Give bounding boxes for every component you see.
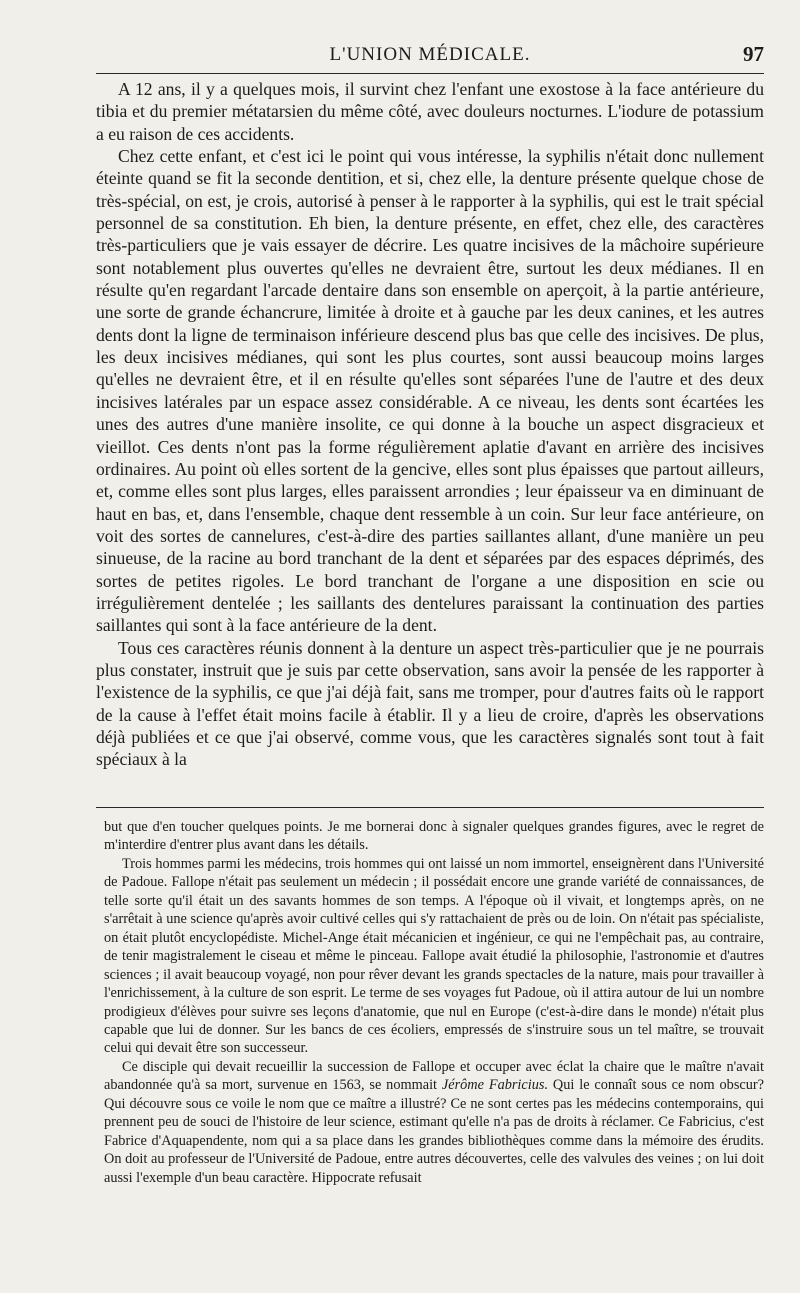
body-paragraph: Tous ces caractères réunis donnent à la denture un aspect très-particulier que je ne pourrais plus constater, instruit que je suis par cette observation, sans avoir la pensée de les rapporter à l'existence de la syphilis, ce que j'ai déjà fait, sans me tromper, pour d'autres faits où le rapport de la cause à l'effet était moins facile à établir. Il y a lieu de croire, d'après les observations déjà publiées et ce que j'ai observé, comme vous, que les caractères signalés sont tout à fait spéciaux à la — [96, 637, 764, 770]
footnote-paragraph: Trois hommes parmi les médecins, trois hommes qui ont laissé un nom immortel, enseignèrent dans l'Université de Padoue. Fallope n'était pas seulement un médecin ; il possédait encore une grande variété de connaissances, de telle sorte qu'il était un des savants hommes de son temps. A l'époque où il vivait, et longtemps après, on ne s'arrêtait à une science qu'après avoir cultivé celles qui s'y rattachaient de près ou de loin. On n'était pas spécialiste, on était plutôt encyclopédiste. Michel-Ange était mécanicien et ingénieur, ce qui ne l'empêchait pas, au contraire, de tenir magistralement le ciseau et même le pinceau. Fallope avait étudié la philosophie, l'astronomie et d'autres sciences ; il avait beaucoup voyagé, non pour rêver devant les grands spectacles de la nature, mais pour travailler à l'enrichissement, à la culture de son esprit. Le terme de ses voyages fut Padoue, où il attira autour de lui un nombre prodigieux d'élèves pour suivre ses leçons d'anatomie, que nul en Europe (c'est-à-dire dans le monde) n'était plus capable que lui de donner. Sur les bancs de ces écoliers, empressés de s'instruire sous un tel maître, se trouvait celui qui devait être son successeur. — [104, 855, 764, 1057]
running-head — [96, 42, 764, 66]
page-number: 97 — [743, 42, 764, 66]
footnote-separator — [96, 807, 764, 808]
main-text — [96, 78, 764, 771]
person-name: Jérôme Fabricius. — [441, 1077, 549, 1094]
footnote-text-run: Qui le connaît sous ce nom obscur? Qui découvre sous ce voile le nom que ce maître a illustré? Ce ne sont certes pas les médecins contemporains, qui prennent peu de souci de l'histoire de leur science, estimant qu'elle n'a pas de droits à réclamer. Ce Fabricius, c'est Fabrice d'Aquapendente, nom qui a sa place dans les grandes bibliothèques comme dans la mémoire des érudits. On doit au professeur de l'Université de Padoue, entre autres découvertes, celle des valvules des veines ; on lui doit aussi l'exemple d'un beau caractère. Hippocrate refusait — [104, 1077, 764, 1186]
running-title: L'UNION MÉDICALE. — [329, 44, 531, 65]
header-rule — [96, 73, 764, 74]
footnote — [104, 818, 764, 1187]
footnote-paragraph: but que d'en toucher quelques points. Je me bornerai donc à signaler quelques grandes figures, avec le regret de m'interdire d'entrer plus avant dans les détails. — [104, 819, 764, 854]
body-paragraph: Chez cette enfant, et c'est ici le point qui vous intéresse, la syphilis n'était donc nullement éteinte quand se fit la seconde dentition, et si, chez elle, la denture présente quelque chose de très-spécial, on est, je crois, autorisé à penser à le rapporter à la syphilis, qui est le trait spécial personnel de sa constitution. Eh bien, la denture présente, en effet, chez elle, des caractères très-particuliers que je vais essayer de décrire. Les quatre incisives de la mâchoire supérieure sont notablement plus ouvertes qu'elles ne devraient être, surtout les deux médianes. Il en résulte qu'en regardant l'arcade dentaire dans son ensemble on aperçoit, à la partie antérieure, une sorte de grande échancrure, limitée à droite et à gauche par les deux canines, et les autres dents dont la ligne de terminaison inférieure descend plus bas que celle des incisives. De plus, les deux incisives médianes, qui sont les plus courtes, sont aussi beaucoup moins larges qu'elles ne devraient être, et il en résulte qu'elles sont séparées l'une de l'autre et des deux incisives latérales par un espace assez considérable. A ce niveau, les dents sont écartées les unes des autres d'une manière insolite, ce qui donne à la bouche un aspect disgracieux et vieillot. Ces dents n'ont pas la forme régulièrement aplatie d'avant en arrière des incisives ordinaires. Au point où elles sortent de la gencive, elles sont plus épaisses que partout ailleurs, et, comme elles sont plus larges, elles paraissent arrondies ; leur épaisseur va en diminuant de haut en bas, et, dans l'ensemble, chaque dent ressemble à un coin. Sur leur face antérieure, on voit des sortes de cannelures, c'est-à-dire des parties saillantes allant, d'une manière un peu sinueuse, de la racine au bord tranchant de la dent et séparées par des espaces déprimés, des sortes de petites rigoles. Le bord tranchant de l'organe a une disposition en scie ou irrégulièrement dentelée ; les saillants des dentelures paraissant la continuation des parties saillantes qui sont à la face antérieure de la dent. — [96, 146, 764, 636]
body-paragraph: A 12 ans, il y a quelques mois, il survint chez l'enfant une exostose à la face antérieure du tibia et du premier métatarsien du même côté, avec douleurs nocturnes. L'iodure de potassium a eu raison de ces accidents. — [96, 79, 764, 144]
footnote-text-run: Ce disciple qui devait recueillir la succession de Fallope et occuper avec éclat la chaire que le maître n'avait abandonnée qu'à sa mort, survenue en 1563, se nommait — [104, 1058, 764, 1094]
footnote-paragraph — [104, 1058, 764, 1187]
